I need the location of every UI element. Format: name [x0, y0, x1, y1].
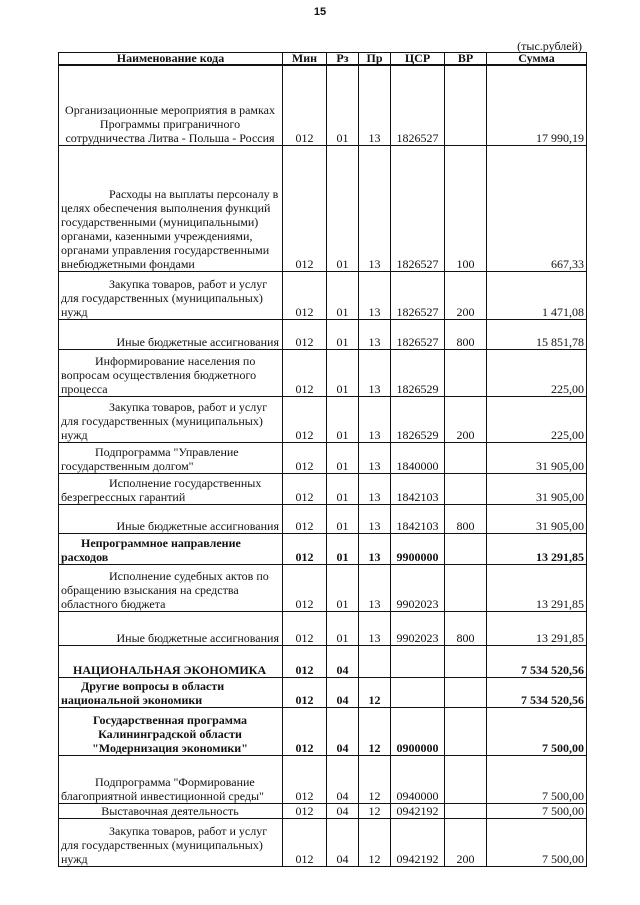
row-csr: 9902023: [391, 564, 445, 611]
col-header-vr: ВР: [445, 53, 487, 66]
row-pr: 13: [359, 145, 391, 271]
row-pr: 13: [359, 396, 391, 442]
row-name: Выставочная деятельность: [59, 803, 283, 818]
table-row: [59, 319, 587, 349]
row-pr: 13: [359, 319, 391, 349]
row-csr: 0942192: [391, 818, 445, 866]
row-pr: 13: [359, 533, 391, 564]
row-rz: 01: [327, 504, 359, 533]
row-min: 012: [283, 611, 327, 645]
row-min: 012: [283, 319, 327, 349]
col-header-rz: Рз: [327, 53, 359, 66]
row-rz: 01: [327, 396, 359, 442]
row-vr: [445, 349, 487, 396]
table-row: [59, 803, 587, 818]
row-min: 012: [283, 645, 327, 677]
row-min: 012: [283, 396, 327, 442]
row-pr: 12: [359, 818, 391, 866]
row-rz: 04: [327, 818, 359, 866]
col-header-csr: ЦСР: [391, 53, 445, 66]
table-row: [59, 396, 587, 442]
row-vr: 100: [445, 145, 487, 271]
row-vr: 800: [445, 504, 487, 533]
row-csr: 1842103: [391, 473, 445, 504]
row-sum: 7 534 520,56: [487, 677, 587, 707]
row-pr: 13: [359, 442, 391, 473]
row-rz: 01: [327, 319, 359, 349]
table-row: [59, 611, 587, 645]
row-name: Подпрограмма "Формирование благоприятной инвестиционной среды": [59, 755, 283, 803]
row-vr: [445, 803, 487, 818]
row-csr: [391, 677, 445, 707]
row-sum: 13 291,85: [487, 533, 587, 564]
row-pr: 12: [359, 803, 391, 818]
row-csr: 9900000: [391, 533, 445, 564]
row-min: 012: [283, 677, 327, 707]
row-csr: 0900000: [391, 707, 445, 755]
col-header-pr: Пр: [359, 53, 391, 66]
row-sum: 7 500,00: [487, 707, 587, 755]
table-row: [59, 533, 587, 564]
row-pr: 13: [359, 564, 391, 611]
row-rz: 01: [327, 533, 359, 564]
row-rz: 04: [327, 803, 359, 818]
row-csr: 1826527: [391, 145, 445, 271]
row-name: Закупка товаров, работ и услуг для государственных (муниципальных) нужд: [59, 396, 283, 442]
row-name: Исполнение государственных безрегрессных гарантий: [59, 473, 283, 504]
row-vr: [445, 65, 487, 145]
row-sum: 7 500,00: [487, 818, 587, 866]
row-sum: 31 905,00: [487, 504, 587, 533]
table-row: [59, 755, 587, 803]
row-name: Непрограммное направление расходов: [59, 533, 283, 564]
row-name: Подпрограмма "Управление государственным долгом": [59, 442, 283, 473]
table-row: [59, 271, 587, 319]
row-csr: 1826527: [391, 271, 445, 319]
row-name: Иные бюджетные ассигнования: [59, 319, 283, 349]
row-csr: 1826527: [391, 319, 445, 349]
row-min: 012: [283, 564, 327, 611]
row-vr: [445, 533, 487, 564]
row-vr: [445, 707, 487, 755]
row-csr: 0940000: [391, 755, 445, 803]
row-name: Государственная программа Калининградской области "Модернизация экономики": [59, 707, 283, 755]
row-sum: 15 851,78: [487, 319, 587, 349]
table-row: [59, 707, 587, 755]
row-csr: 9902023: [391, 611, 445, 645]
row-pr: 13: [359, 504, 391, 533]
row-pr: 13: [359, 349, 391, 396]
row-sum: 7 500,00: [487, 803, 587, 818]
row-min: 012: [283, 803, 327, 818]
col-header-name: Наименование кода: [59, 53, 283, 66]
row-csr: 1826529: [391, 349, 445, 396]
row-name: Расходы на выплаты персоналу в целях обеспечения выполнения функций государственными (муниципальными) органами, казенными учреждениями, органами управления государственными внебюджетными фондами: [59, 145, 283, 271]
row-csr: 1826529: [391, 396, 445, 442]
row-csr: 1826527: [391, 65, 445, 145]
row-csr: [391, 645, 445, 677]
row-rz: 01: [327, 271, 359, 319]
table-row: [59, 442, 587, 473]
row-sum: 225,00: [487, 349, 587, 396]
row-rz: 01: [327, 611, 359, 645]
row-min: 012: [283, 533, 327, 564]
row-vr: [445, 755, 487, 803]
row-min: 012: [283, 707, 327, 755]
page-number: 15: [313, 6, 327, 18]
row-pr: 13: [359, 271, 391, 319]
row-sum: 225,00: [487, 396, 587, 442]
row-rz: 01: [327, 349, 359, 396]
row-pr: 13: [359, 611, 391, 645]
row-csr: 1842103: [391, 504, 445, 533]
row-vr: [445, 473, 487, 504]
unit-note: (тыс.рублей): [517, 39, 582, 53]
row-sum: 13 291,85: [487, 611, 587, 645]
row-vr: [445, 645, 487, 677]
table-row: [59, 473, 587, 504]
row-vr: [445, 564, 487, 611]
row-name: Иные бюджетные ассигнования: [59, 504, 283, 533]
row-rz: 04: [327, 677, 359, 707]
row-sum: 1 471,08: [487, 271, 587, 319]
row-sum: 7 534 520,56: [487, 645, 587, 677]
row-sum: 13 291,85: [487, 564, 587, 611]
row-vr: 200: [445, 271, 487, 319]
row-csr: 1840000: [391, 442, 445, 473]
row-min: 012: [283, 755, 327, 803]
row-name: Иные бюджетные ассигнования: [59, 611, 283, 645]
row-csr: 0942192: [391, 803, 445, 818]
budget-table: [58, 52, 587, 867]
row-min: 012: [283, 473, 327, 504]
row-name: НАЦИОНАЛЬНАЯ ЭКОНОМИКА: [59, 645, 283, 677]
row-rz: 04: [327, 645, 359, 677]
row-sum: 31 905,00: [487, 473, 587, 504]
table-header-row: [59, 53, 587, 66]
row-name: Организационные мероприятия в рамках Программы приграничного сотрудничества Литва - Польша - Россия: [59, 65, 283, 145]
row-min: 012: [283, 818, 327, 866]
row-vr: [445, 677, 487, 707]
row-pr: 12: [359, 707, 391, 755]
row-rz: 04: [327, 755, 359, 803]
col-header-min: Мин: [283, 53, 327, 66]
row-vr: 800: [445, 611, 487, 645]
row-vr: 200: [445, 396, 487, 442]
row-vr: [445, 442, 487, 473]
row-sum: 7 500,00: [487, 755, 587, 803]
table-row: [59, 145, 587, 271]
row-sum: 31 905,00: [487, 442, 587, 473]
row-name: Информирование населения по вопросам осуществления бюджетного процесса: [59, 349, 283, 396]
row-min: 012: [283, 442, 327, 473]
col-header-sum: Сумма: [487, 53, 587, 66]
row-vr: 800: [445, 319, 487, 349]
row-min: 012: [283, 504, 327, 533]
row-name: Исполнение судебных актов по обращению взыскания на средства областного бюджета: [59, 564, 283, 611]
row-name: Закупка товаров, работ и услуг для государственных (муниципальных) нужд: [59, 818, 283, 866]
row-min: 012: [283, 145, 327, 271]
row-min: 012: [283, 271, 327, 319]
row-rz: 01: [327, 473, 359, 504]
table-row: [59, 349, 587, 396]
row-rz: 01: [327, 442, 359, 473]
table-row: [59, 564, 587, 611]
table-row: [59, 65, 587, 145]
row-rz: 04: [327, 707, 359, 755]
row-min: 012: [283, 65, 327, 145]
table-row: [59, 677, 587, 707]
row-pr: 12: [359, 755, 391, 803]
row-name: Закупка товаров, работ и услуг для государственных (муниципальных) нужд: [59, 271, 283, 319]
row-min: 012: [283, 349, 327, 396]
row-rz: 01: [327, 564, 359, 611]
table-row: [59, 645, 587, 677]
row-sum: 17 990,19: [487, 65, 587, 145]
row-vr: 200: [445, 818, 487, 866]
row-name: Другие вопросы в области национальной экономики: [59, 677, 283, 707]
row-pr: 12: [359, 677, 391, 707]
row-sum: 667,33: [487, 145, 587, 271]
table-row: [59, 504, 587, 533]
row-rz: 01: [327, 65, 359, 145]
row-pr: 13: [359, 65, 391, 145]
row-pr: [359, 645, 391, 677]
row-rz: 01: [327, 145, 359, 271]
row-pr: 13: [359, 473, 391, 504]
table-row: [59, 818, 587, 866]
